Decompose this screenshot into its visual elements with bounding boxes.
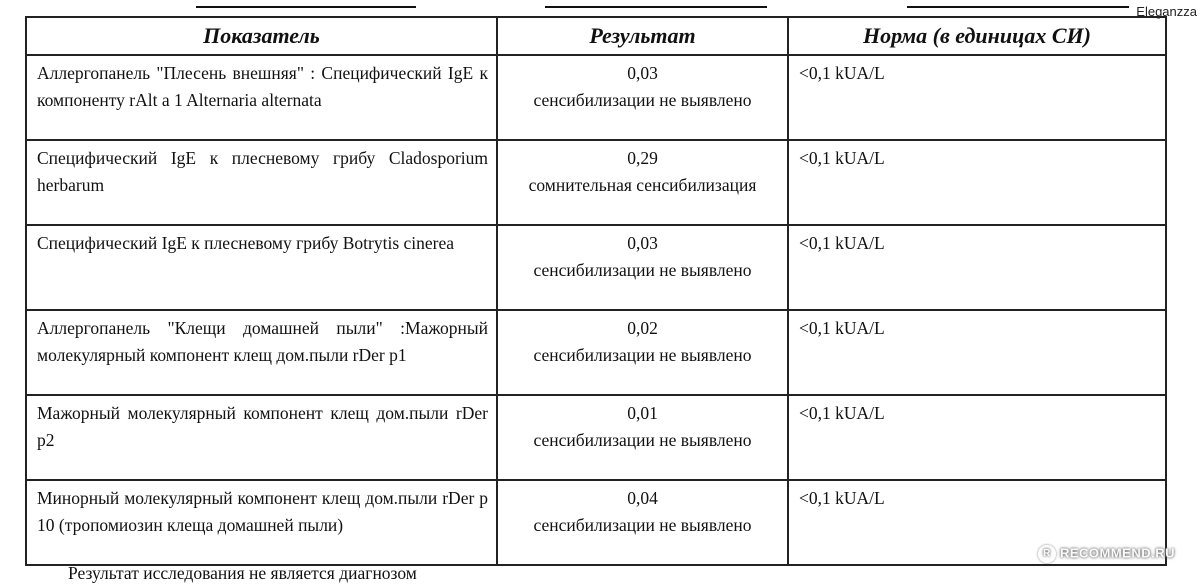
result-value: 0,03 <box>627 233 658 253</box>
table-row <box>26 395 1166 480</box>
indicator-cell <box>26 480 497 565</box>
norm-value: <0,1 kUA/L <box>799 318 885 338</box>
norm-cell <box>788 140 1166 225</box>
result-cell <box>497 225 788 310</box>
result-value: 0,01 <box>627 403 658 423</box>
results-table <box>25 16 1167 566</box>
top-underline-2 <box>545 6 767 8</box>
indicator-cell <box>26 140 497 225</box>
norm-value: <0,1 kUA/L <box>799 403 885 423</box>
result-cell <box>497 55 788 140</box>
result-value: 0,04 <box>627 488 658 508</box>
header-indicator: Показатель <box>26 17 497 55</box>
recommend-badge-icon: R <box>1038 545 1056 563</box>
result-interpretation: сомнительная сенсибилизация <box>528 175 757 195</box>
footer-disclaimer: Результат исследования не является диагнозом <box>68 563 417 583</box>
indicator-text: Минорный молекулярный компонент клещ дом.пыли rDer p 10 (тропомиозин клеща домашней пыли) <box>37 488 488 535</box>
indicator-cell <box>26 225 497 310</box>
table-row <box>26 55 1166 140</box>
indicator-text: Специфический IgE к плесневому грибу Botrytis cinerea <box>37 233 455 253</box>
result-value: 0,03 <box>627 63 658 83</box>
header-result: Результат <box>497 17 788 55</box>
table-row <box>26 310 1166 395</box>
result-cell <box>497 395 788 480</box>
result-value: 0,02 <box>627 318 658 338</box>
indicator-text: Аллергопанель "Плесень внешняя" : Специфический IgE к компоненту rAlt a 1 Alternaria alternata <box>37 63 488 110</box>
table-header-row <box>26 17 1166 55</box>
result-cell <box>497 310 788 395</box>
indicator-text: Аллергопанель "Клещи домашней пыли" :Мажорный молекулярный компонент клещ дом.пыли rDer p1 <box>37 318 488 365</box>
result-interpretation: сенсибилизации не выявлено <box>533 430 752 450</box>
indicator-cell <box>26 395 497 480</box>
result-interpretation: сенсибилизации не выявлено <box>533 345 752 365</box>
norm-value: <0,1 kUA/L <box>799 63 885 83</box>
watermark-eleganzza: Eleganzza <box>1136 4 1197 19</box>
indicator-cell <box>26 55 497 140</box>
header-norm: Норма (в единицах СИ) <box>788 17 1166 55</box>
indicator-cell <box>26 310 497 395</box>
table-row <box>26 480 1166 565</box>
result-value: 0,29 <box>627 148 658 168</box>
norm-cell <box>788 310 1166 395</box>
result-cell <box>497 140 788 225</box>
recommend-label: RECOMMEND.RU <box>1059 545 1175 561</box>
result-interpretation: сенсибилизации не выявлено <box>533 90 752 110</box>
norm-cell <box>788 395 1166 480</box>
watermark-recommend <box>1038 545 1175 563</box>
norm-cell <box>788 225 1166 310</box>
result-interpretation: сенсибилизации не выявлено <box>533 260 752 280</box>
result-interpretation: сенсибилизации не выявлено <box>533 515 752 535</box>
norm-value: <0,1 kUA/L <box>799 488 885 508</box>
indicator-text: Специфический IgE к плесневому грибу Cladosporium herbarum <box>37 148 488 195</box>
table-row <box>26 140 1166 225</box>
norm-value: <0,1 kUA/L <box>799 148 885 168</box>
norm-cell <box>788 55 1166 140</box>
table-row <box>26 225 1166 310</box>
indicator-text: Мажорный молекулярный компонент клещ дом.пыли rDer p2 <box>37 403 488 450</box>
top-underline-1 <box>196 6 416 8</box>
result-cell <box>497 480 788 565</box>
top-underline-3 <box>907 6 1129 8</box>
norm-value: <0,1 kUA/L <box>799 233 885 253</box>
top-cropped-strip <box>0 0 1203 12</box>
